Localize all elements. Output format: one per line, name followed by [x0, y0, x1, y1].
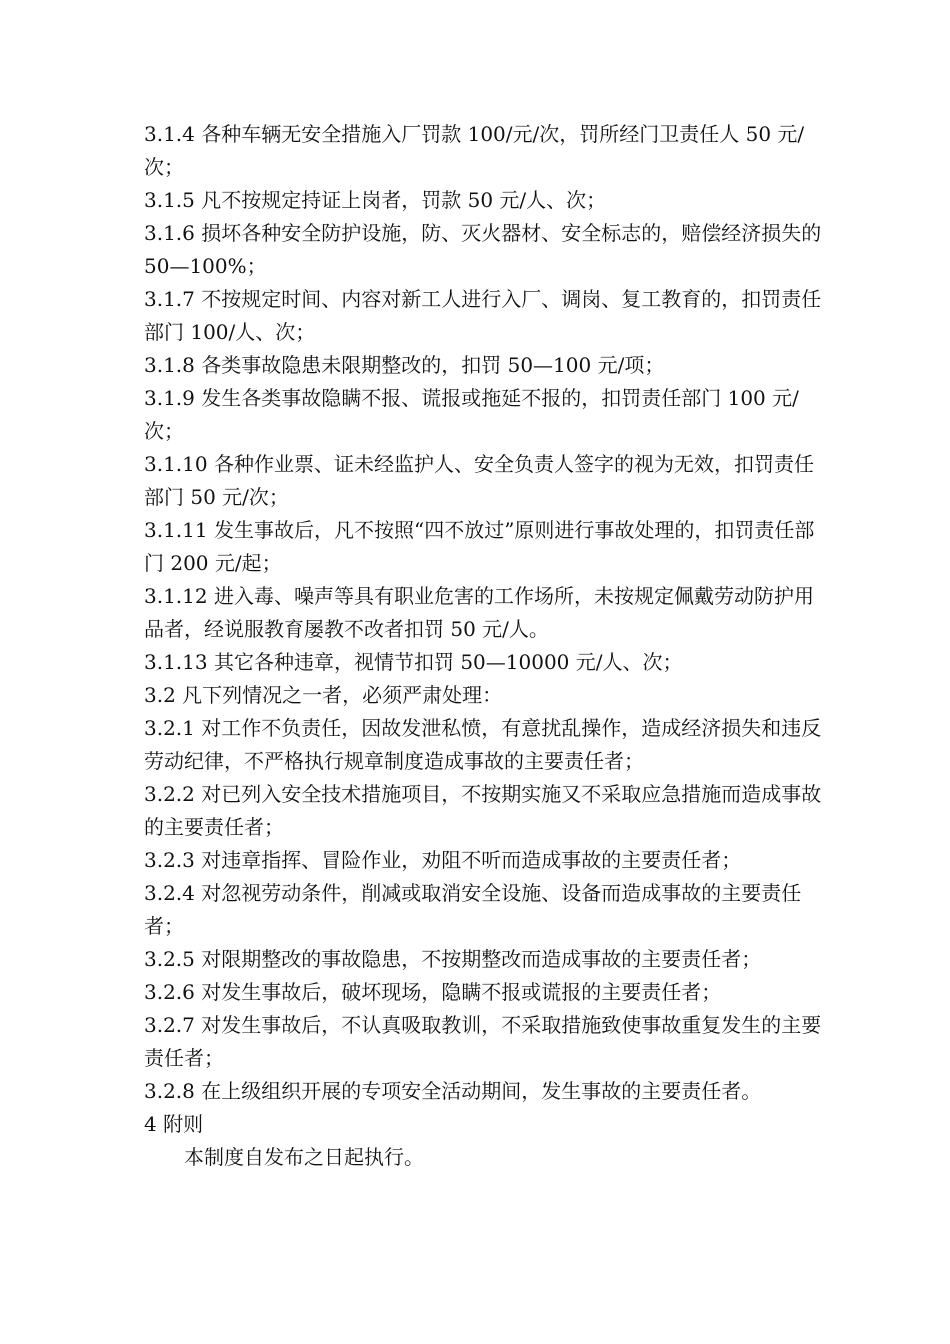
clause-3-2-3: 3.2.3 对违章指挥、冒险作业，劝阻不听而造成事故的主要责任者；	[144, 848, 742, 872]
clause-3-2-6: 3.2.6 对发生事故后，破坏现场，隐瞒不报或谎报的主要责任者；	[144, 980, 722, 1004]
clause-3-1-8: 3.1.8 各类事故隐患未限期整改的，扣罚 50—100 元/项；	[144, 353, 665, 377]
clause-3-1-10: 3.1.10 各种作业票、证未经监护人、安全负责人签字的视为无效，扣罚责任部门 50 元/次；	[144, 452, 814, 509]
clause-3-2-4: 3.2.4 对忽视劳动条件，削减或取消安全设施、设备而造成事故的主要责任者；	[144, 881, 802, 938]
clause-3-1-9: 3.1.9 发生各类事故隐瞒不报、谎报或拖延不报的，扣罚责任部门 100 元/次；	[144, 386, 799, 443]
clause-3-1-6: 3.1.6 损坏各种安全防护设施，防、灭火器材、安全标志的，赔偿经济损失的 50—100%；	[144, 221, 822, 278]
section-4-heading: 4 附则	[144, 1112, 204, 1136]
clause-3-2-5: 3.2.5 对限期整改的事故隐患，不按期整改而造成事故的主要责任者；	[144, 947, 762, 971]
clause-3-1-4: 3.1.4 各种车辆无安全措施入厂罚款 100/元/次，罚所经门卫责任人 50 元/次；	[144, 122, 805, 179]
effective-statement: 本制度自发布之日起执行。	[184, 1145, 424, 1169]
clause-3-2-8: 3.2.8 在上级组织开展的专项安全活动期间，发生事故的主要责任者。	[144, 1079, 762, 1103]
section-3-2-heading: 3.2 凡下列情况之一者，必须严肃处理：	[144, 683, 503, 707]
clause-3-1-13: 3.1.13 其它各种违章，视情节扣罚 50—10000 元/人、次；	[144, 650, 683, 674]
clause-3-2-7: 3.2.7 对发生事故后，不认真吸取教训，不采取措施致使事故重复发生的主要责任者；	[144, 1013, 822, 1070]
clause-3-1-7: 3.1.7 不按规定时间、内容对新工人进行入厂、调岗、复工教育的，扣罚责任部门 100/人、次；	[144, 287, 822, 344]
clause-3-2-1: 3.2.1 对工作不负责任，因故发泄私愤，有意扰乱操作，造成经济损失和违反劳动纪律，不严格执行规章制度造成事故的主要责任者；	[144, 716, 822, 773]
clause-3-1-11: 3.1.11 发生事故后，凡不按照“四不放过”原则进行事故处理的，扣罚责任部门 200 元/起；	[144, 518, 815, 575]
clause-3-1-12: 3.1.12 进入毒、噪声等具有职业危害的工作场所，未按规定佩戴劳动防护用品者，经说服教育屡教不改者扣罚 50 元/人。	[144, 584, 814, 641]
document-body	[144, 118, 824, 1174]
clause-3-2-2: 3.2.2 对已列入安全技术措施项目，不按期实施又不采取应急措施而造成事故的主要责任者；	[144, 782, 822, 839]
clause-3-1-5: 3.1.5 凡不按规定持证上岗者，罚款 50 元/人、次；	[144, 188, 607, 212]
